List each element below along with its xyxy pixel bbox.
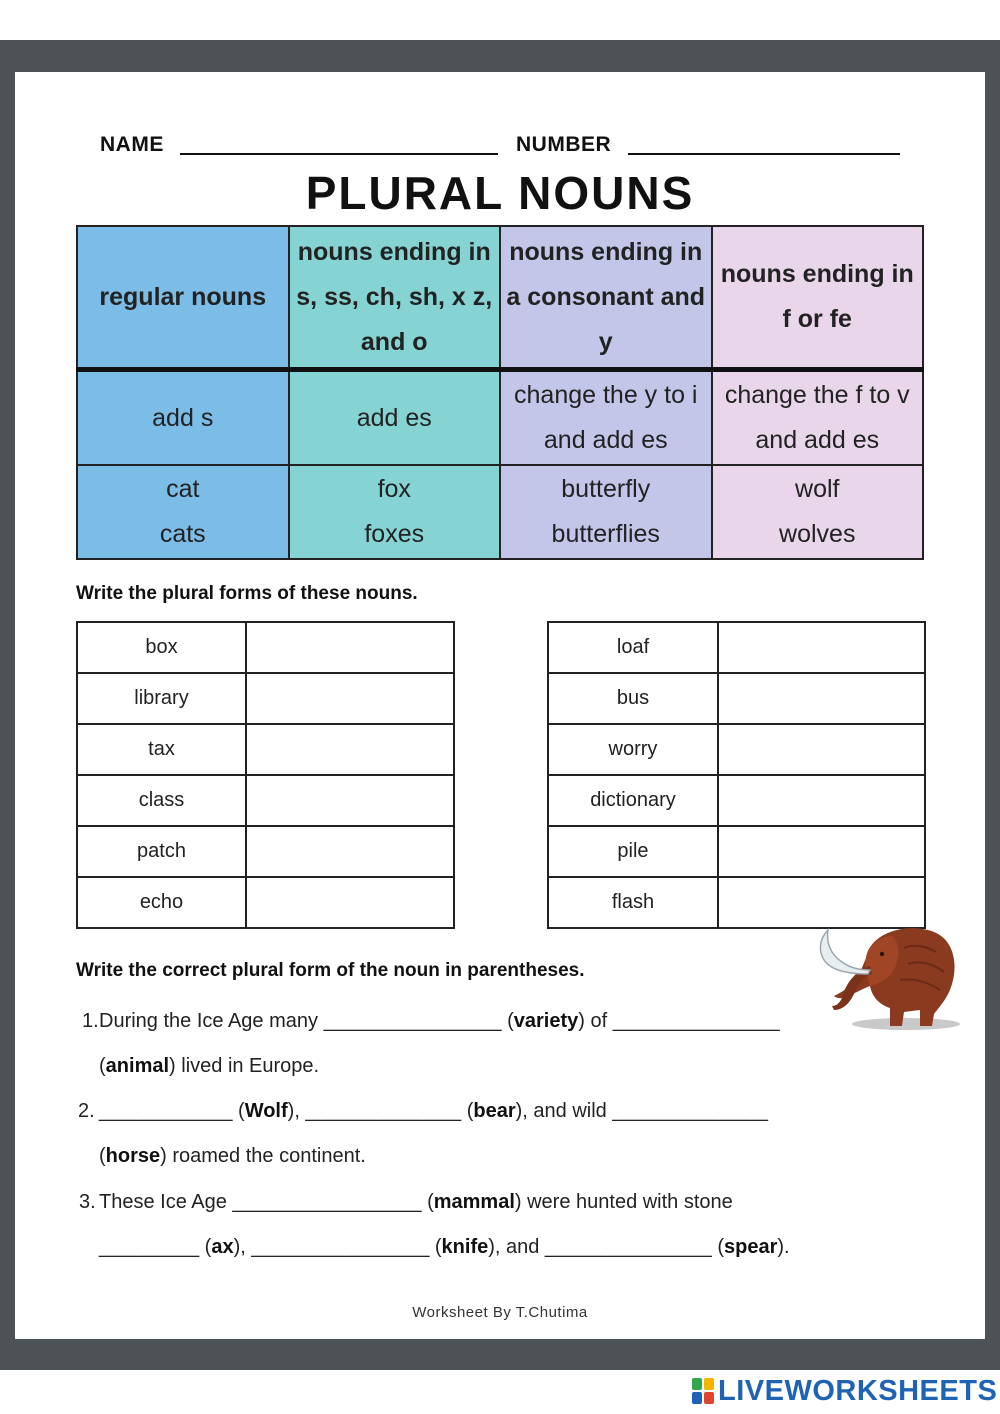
word-cell: library (77, 673, 246, 724)
page-title: PLURAL NOUNS (305, 167, 695, 219)
table-row (548, 724, 925, 775)
noun-hint: mammal (433, 1191, 515, 1213)
word-cell: pile (548, 826, 718, 877)
sentence-text: These Ice Age _________________ ( (99, 1191, 434, 1213)
mammoth-shadow (852, 1018, 960, 1030)
sentence-2-line-1 (99, 1100, 768, 1123)
table-row (548, 622, 925, 673)
word-cell: dictionary (548, 775, 718, 826)
noun-hint: knife (441, 1236, 489, 1258)
rule-cell: change the y to i and add es (500, 370, 712, 466)
rule-cell: add s (77, 370, 289, 466)
sentence-1-line-2 (99, 1055, 319, 1078)
example-cell (712, 465, 924, 559)
answer-cell[interactable] (246, 622, 454, 673)
sentence-text: ), and wild ______________ (515, 1100, 769, 1122)
header-ending-y: nouns ending in a consonant and y (500, 226, 712, 370)
example-plural: cats (159, 520, 206, 548)
answer-cell[interactable] (718, 622, 925, 673)
table-row (77, 724, 454, 775)
answer-cell[interactable] (718, 673, 925, 724)
number-line[interactable] (628, 153, 900, 155)
sentence-3-line-2 (99, 1236, 790, 1259)
word-cell: loaf (548, 622, 718, 673)
name-line[interactable] (180, 153, 498, 155)
rules-table (76, 225, 924, 560)
word-cell: worry (548, 724, 718, 775)
sentence-text: During the Ice Age many ________________ ( (99, 1010, 514, 1032)
sentence-text: ), and _______________ ( (488, 1236, 724, 1258)
example-plural: butterflies (551, 520, 660, 548)
table-row (77, 673, 454, 724)
noun-hint: animal (105, 1055, 170, 1077)
word-cell: class (77, 775, 246, 826)
table-row (77, 877, 454, 928)
example-plural: foxes (364, 520, 425, 548)
sentence-number: 2. (78, 1100, 95, 1122)
header-ending-s: nouns ending in s, ss, ch, sh, x z, and o (289, 226, 501, 370)
sentence-number: 1. (82, 1010, 99, 1032)
sentence-text: ( (99, 1145, 106, 1167)
word-table-right (547, 621, 926, 929)
example-singular: cat (166, 475, 200, 503)
noun-hint: bear (473, 1100, 516, 1122)
table-row (548, 673, 925, 724)
example-singular: butterfly (561, 475, 651, 503)
sentence-text: ) were hunted with stone (514, 1191, 733, 1213)
answer-cell[interactable] (246, 673, 454, 724)
answer-cell[interactable] (718, 775, 925, 826)
sentence-text: ____________ ( (99, 1100, 245, 1122)
worksheet-credit: Worksheet By T.Chutima (412, 1304, 588, 1321)
example-plural: wolves (779, 520, 856, 548)
noun-hint: ax (211, 1236, 234, 1258)
noun-hint: spear (724, 1236, 778, 1258)
noun-hint: variety (513, 1010, 579, 1032)
header-ending-f: nouns ending in f or fe (712, 226, 924, 370)
rule-cell: change the f to v and add es (712, 370, 924, 466)
exercise2-instruction: Write the correct plural form of the noun in parentheses. (76, 960, 585, 981)
example-cell (289, 465, 501, 559)
sentence-2-line-2 (99, 1145, 366, 1168)
liveworksheets-wordmark: LIVEWORKSHEETS (718, 1374, 998, 1407)
sentence-text: ( (99, 1055, 106, 1077)
example-cell (77, 465, 289, 559)
exercise1-instruction: Write the plural forms of these nouns. (76, 583, 418, 604)
table-row (77, 622, 454, 673)
sentence-text: ). (777, 1236, 790, 1258)
sentence-3-line-1 (99, 1191, 733, 1214)
sentence-text: ), ______________ ( (287, 1100, 474, 1122)
liveworksheets-logo (692, 1376, 997, 1406)
word-cell: flash (548, 877, 718, 928)
word-cell: box (77, 622, 246, 673)
table-row (77, 775, 454, 826)
rule-cell: add es (289, 370, 501, 466)
header-regular-nouns: regular nouns (77, 226, 289, 370)
sentence-text: ) lived in Europe. (169, 1055, 320, 1077)
sentence-1-line-1 (99, 1010, 780, 1033)
example-singular: fox (377, 475, 411, 503)
word-cell: tax (77, 724, 246, 775)
table-row (548, 826, 925, 877)
answer-cell[interactable] (246, 775, 454, 826)
noun-hint: horse (105, 1145, 161, 1167)
sentence-text: ) roamed the continent. (160, 1145, 366, 1167)
answer-cell[interactable] (246, 826, 454, 877)
word-cell: echo (77, 877, 246, 928)
answer-cell[interactable] (246, 724, 454, 775)
answer-cell[interactable] (718, 826, 925, 877)
table-row (548, 775, 925, 826)
mammoth-eye (880, 952, 884, 956)
name-label: NAME (100, 133, 164, 156)
example-singular: wolf (795, 475, 840, 503)
word-cell: bus (548, 673, 718, 724)
word-cell: patch (77, 826, 246, 877)
answer-cell[interactable] (718, 724, 925, 775)
example-cell (500, 465, 712, 559)
sentence-text: ) of _______________ (578, 1010, 780, 1032)
sentence-number: 3. (79, 1191, 96, 1213)
sentence-text: _________ ( (99, 1236, 212, 1258)
sentence-text: ), ________________ ( (233, 1236, 442, 1258)
number-label: NUMBER (516, 133, 612, 156)
answer-cell[interactable] (246, 877, 454, 928)
liveworksheets-icon (692, 1378, 714, 1404)
word-table-left (76, 621, 455, 929)
noun-hint: Wolf (244, 1100, 288, 1122)
table-row (77, 826, 454, 877)
woolly-mammoth-illustration (808, 918, 963, 1033)
